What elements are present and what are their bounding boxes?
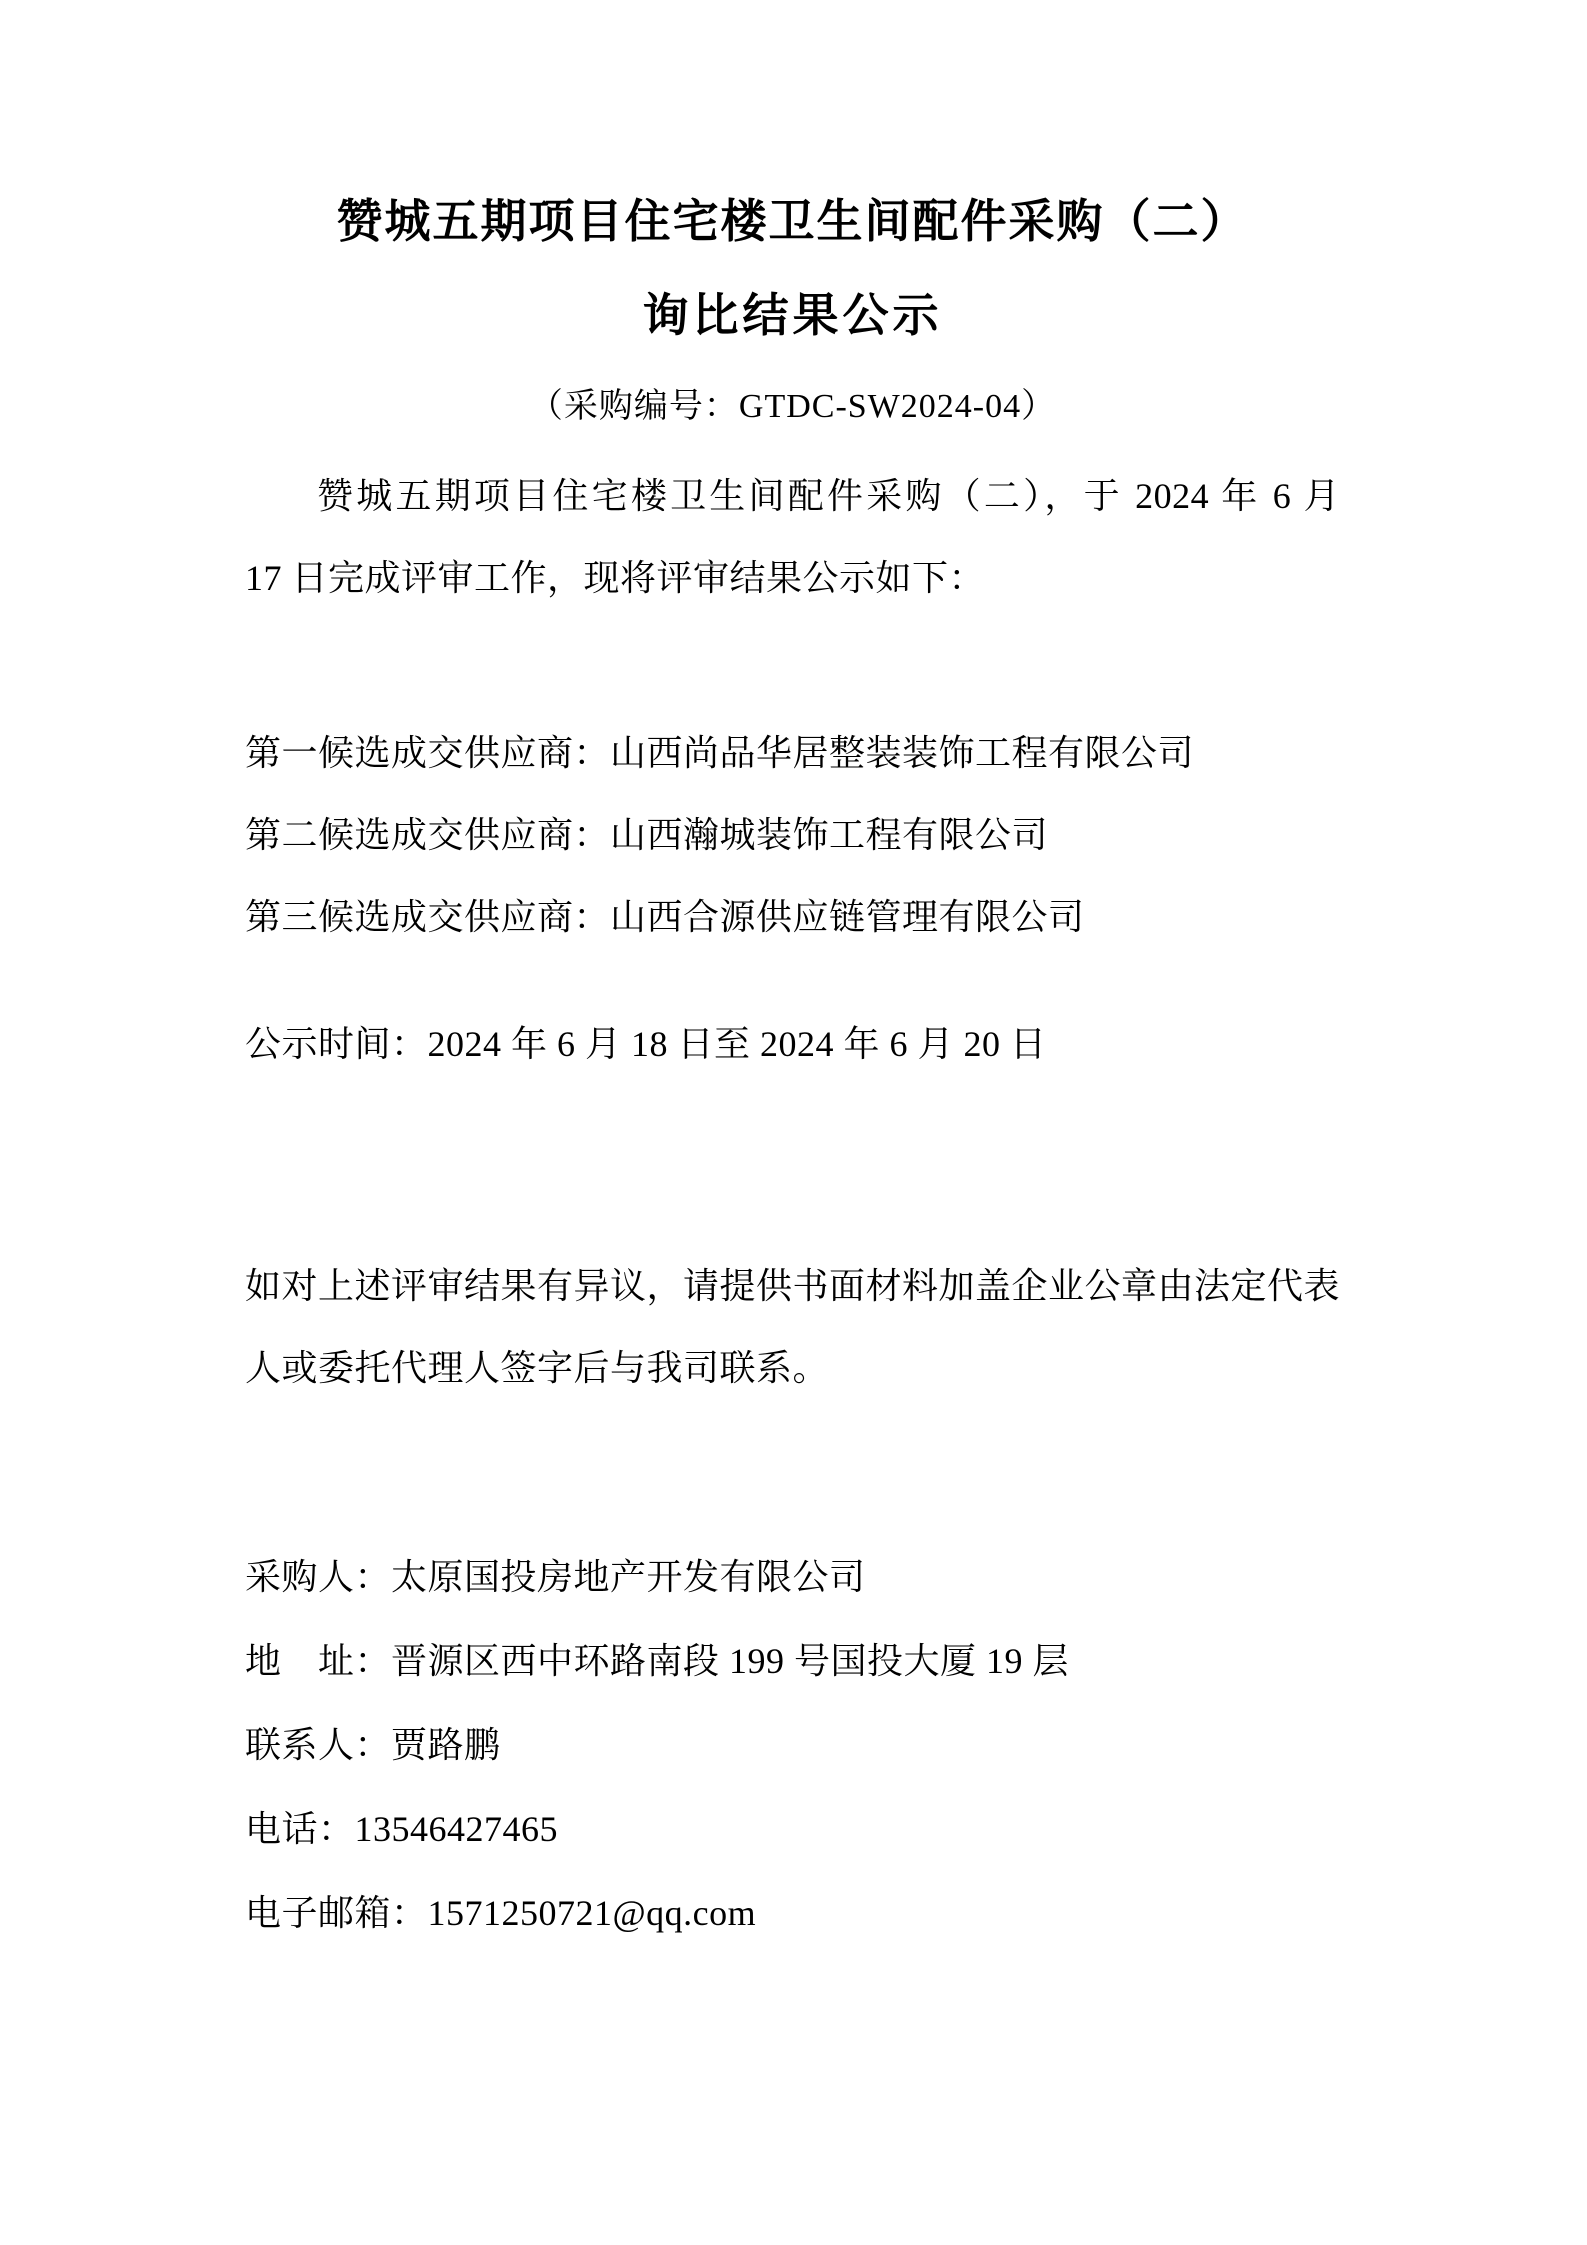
candidate-list — [245, 712, 1340, 958]
purchaser-line — [245, 1535, 1340, 1619]
candidate-3-company: 山西合源供应链管理有限公司 — [610, 897, 1085, 937]
publicity-period: 公示时间：2024 年 6 月 18 日至 2024 年 6 月 20 日 — [245, 1024, 1047, 1064]
candidate-2-company: 山西瀚城装饰工程有限公司 — [610, 815, 1049, 855]
phone-label: 电话： — [245, 1809, 355, 1849]
address-line — [245, 1619, 1340, 1703]
email-label: 电子邮箱： — [245, 1893, 428, 1933]
candidate-3-label: 第三候选成交供应商： — [245, 897, 611, 937]
address-label: 地 址： — [245, 1641, 392, 1681]
candidate-2-label: 第二候选成交供应商： — [245, 815, 611, 855]
phone-line — [245, 1787, 1340, 1871]
intro-line-1: 赞城五期项目住宅楼卫生间配件采购（二），于 2024 年 6 月 — [317, 476, 1340, 516]
purchaser-label: 采购人： — [245, 1557, 392, 1597]
phone-value: 13546427465 — [354, 1809, 559, 1849]
intro-line-2: 17 日完成评审工作，现将评审结果公示如下： — [245, 558, 986, 598]
candidate-line-1 — [245, 712, 1340, 794]
objection-line-2: 人或委托代理人签字后与我司联系。 — [245, 1348, 830, 1388]
purchaser-value: 太原国投房地产开发有限公司 — [391, 1557, 866, 1597]
objection-line-1: 如对上述评审结果有异议，请提供书面材料加盖企业公章由法定代表 — [245, 1266, 1341, 1306]
procurement-number: （采购编号：GTDC-SW2024-04） — [528, 388, 1057, 425]
candidate-line-3 — [245, 876, 1340, 958]
document-title-line1: 赞城五期项目住宅楼卫生间配件采购（二） — [336, 196, 1249, 247]
address-value: 晋源区西中环路南段 199 号国投大厦 19 层 — [391, 1641, 1070, 1681]
contact-person-label: 联系人： — [245, 1725, 392, 1765]
contact-block — [245, 1535, 1340, 1955]
contact-person-value: 贾路鹏 — [391, 1725, 501, 1765]
contact-person-line — [245, 1703, 1340, 1787]
email-value: 1571250721@qq.com — [427, 1893, 757, 1933]
objection-paragraph — [245, 1245, 1340, 1409]
document-title-line2: 询比结果公示 — [642, 290, 943, 341]
candidate-1-label: 第一候选成交供应商： — [245, 733, 611, 773]
intro-paragraph — [245, 455, 1340, 619]
candidate-1-company: 山西尚品华居整装装饰工程有限公司 — [610, 733, 1195, 773]
candidate-line-2 — [245, 794, 1340, 876]
email-line — [245, 1871, 1340, 1955]
